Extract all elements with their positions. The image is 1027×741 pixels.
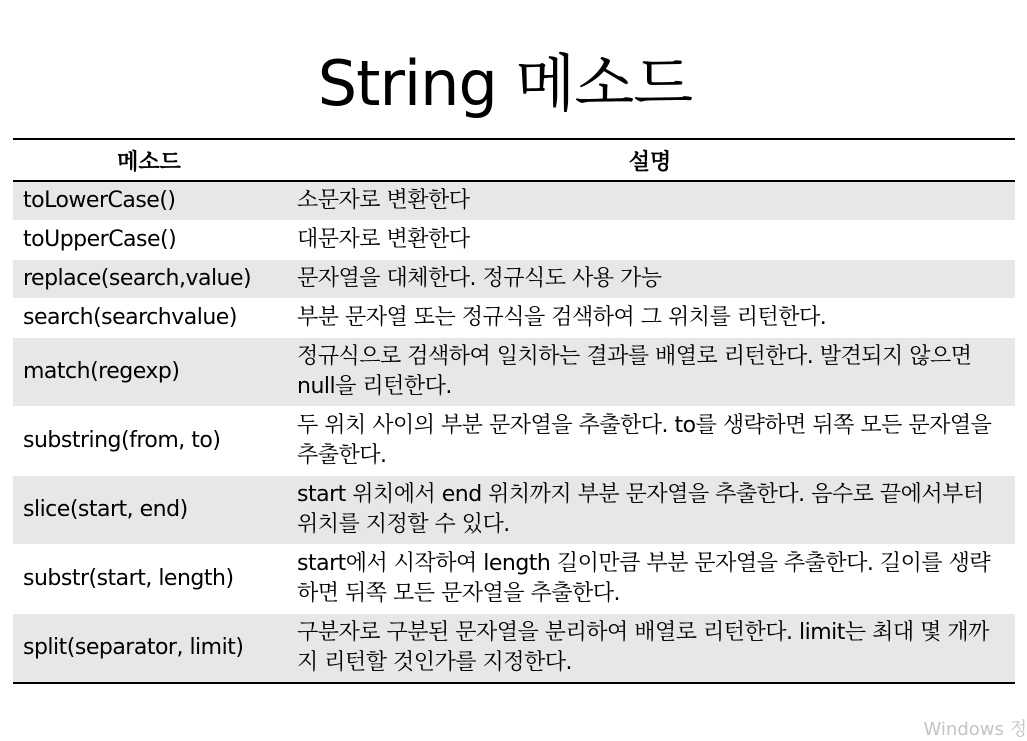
slide-title: String 메소드 bbox=[317, 47, 693, 120]
method-name: split(separator, limit) bbox=[13, 614, 285, 684]
method-name: substr(start, length) bbox=[13, 545, 285, 614]
method-description: 문자열을 대체한다. 정규식도 사용 가능 bbox=[285, 260, 1015, 299]
method-description: 구분자로 구분된 문자열을 분리하여 배열로 리턴한다. limit는 최대 몇 개까지 리턴할 것인가를 지정한다. bbox=[285, 614, 1015, 684]
method-description: start 위치에서 end 위치까지 부분 문자열을 추출한다. 음수로 끝에서부터 위치를 지정할 수 있다. bbox=[285, 476, 1015, 545]
table-row bbox=[13, 299, 1015, 338]
method-name: slice(start, end) bbox=[13, 476, 285, 545]
table-row bbox=[13, 181, 1015, 221]
method-name: replace(search,value) bbox=[13, 260, 285, 299]
header-method: 메소드 bbox=[13, 139, 285, 181]
method-name: toUpperCase() bbox=[13, 221, 285, 260]
method-name: toLowerCase() bbox=[13, 181, 285, 221]
method-description: 대문자로 변환한다 bbox=[285, 221, 1015, 260]
method-description: 정규식으로 검색하여 일치하는 결과를 배열로 리턴한다. 발견되지 않으면 null을 리턴한다. bbox=[285, 338, 1015, 407]
method-description: 부분 문자열 또는 정규식을 검색하여 그 위치를 리턴한다. bbox=[285, 299, 1015, 338]
table-row bbox=[13, 221, 1015, 260]
method-description: start에서 시작하여 length 길이만큼 부분 문자열을 추출한다. 길이를 생략하면 뒤쪽 모든 문자열을 추출한다. bbox=[285, 545, 1015, 614]
windows-activation-watermark: Windows 정 bbox=[923, 719, 1027, 740]
header-description: 설명 bbox=[285, 139, 1015, 181]
method-name: substring(from, to) bbox=[13, 407, 285, 476]
method-description: 소문자로 변환한다 bbox=[285, 181, 1015, 221]
table-row bbox=[13, 260, 1015, 299]
table-header-row bbox=[13, 139, 1015, 181]
string-methods-table bbox=[13, 138, 1015, 684]
table-row bbox=[13, 545, 1015, 614]
table-row bbox=[13, 407, 1015, 476]
table-row bbox=[13, 476, 1015, 545]
method-name: match(regexp) bbox=[13, 338, 285, 407]
table-row bbox=[13, 338, 1015, 407]
method-name: search(searchvalue) bbox=[13, 299, 285, 338]
table-row bbox=[13, 614, 1015, 684]
method-description: 두 위치 사이의 부분 문자열을 추출한다. to를 생략하면 뒤쪽 모든 문자열을 추출한다. bbox=[285, 407, 1015, 476]
